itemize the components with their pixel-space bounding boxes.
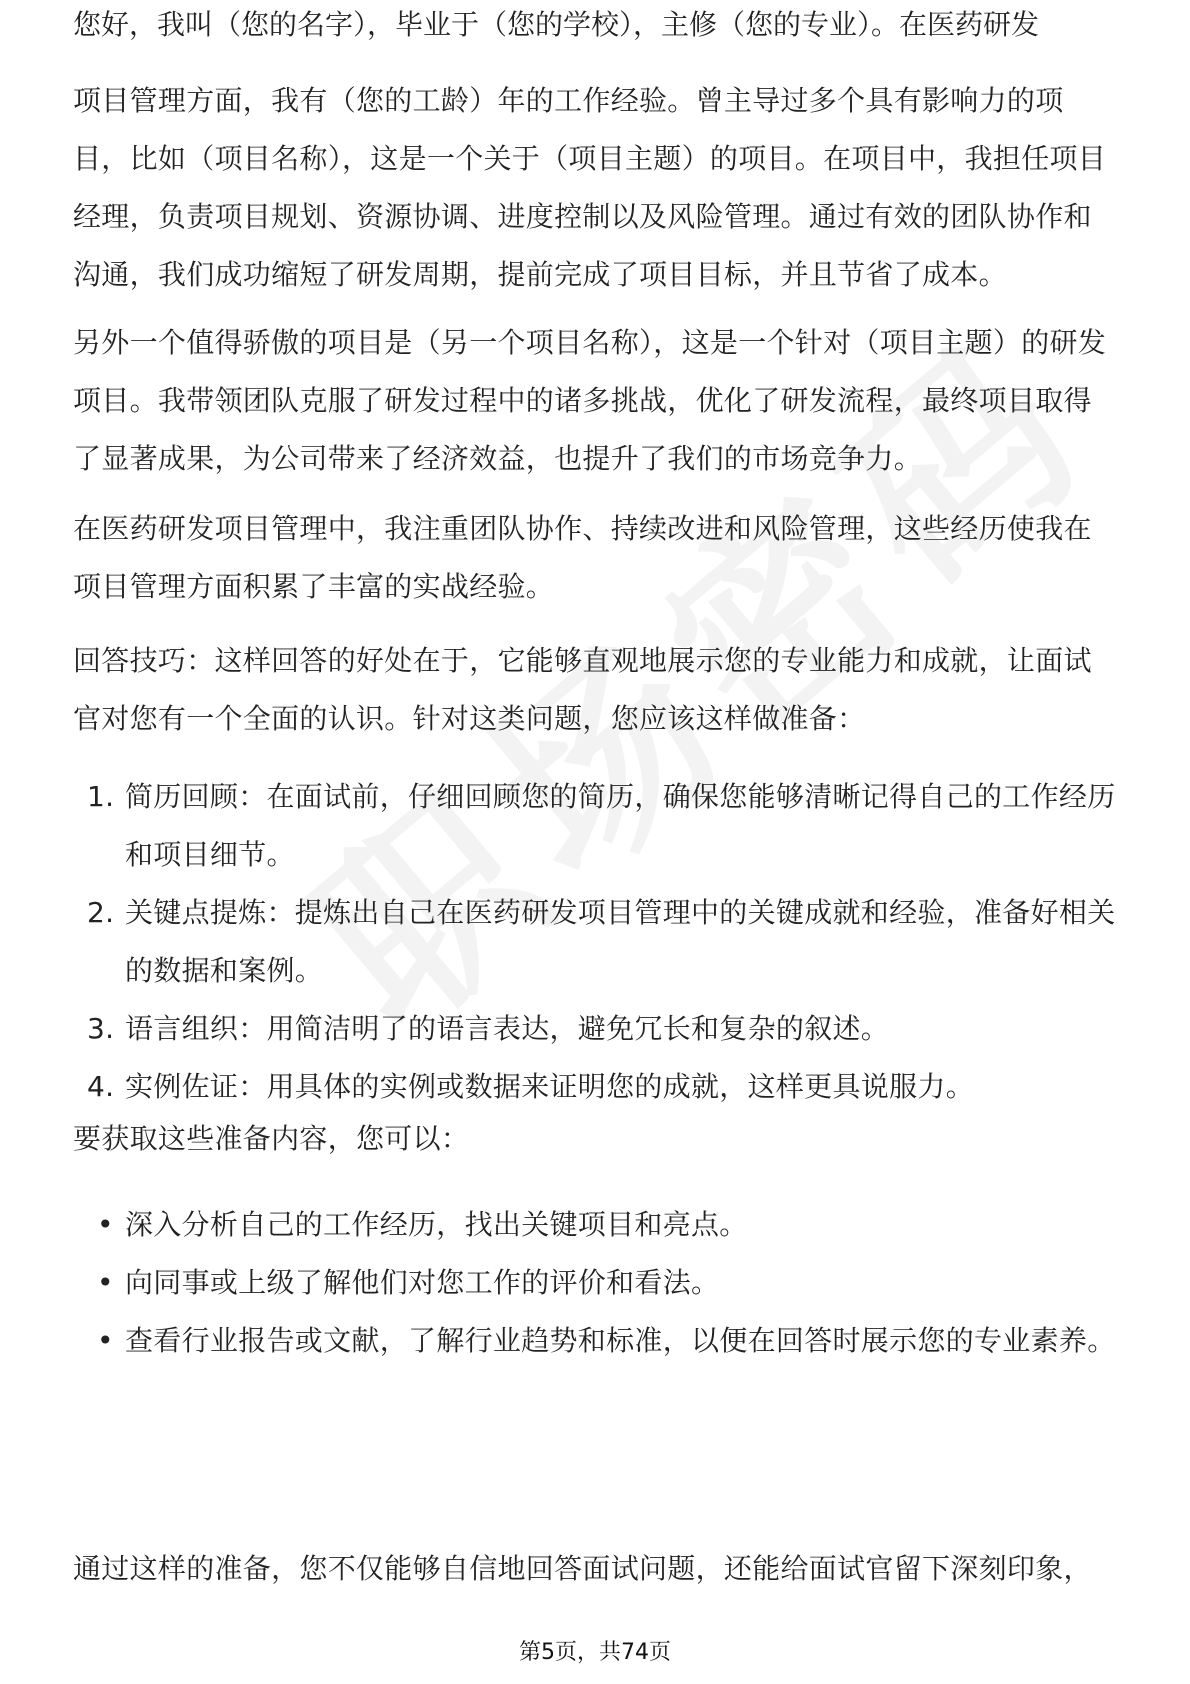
paragraph-closing: 通过这样的准备，您不仅能够自信地回答面试问题，还能给面试官留下深刻印象，	[73, 1552, 1092, 1585]
list-item-text: 深入分析自己的工作经历，找出关键项目和亮点。	[125, 1208, 748, 1241]
list-marker: 1.	[87, 780, 115, 813]
list-item-text: 语言组织：用简洁明了的语言表达，避免冗长和复杂的叙述。	[125, 1012, 890, 1045]
bullet-marker: •	[97, 1208, 114, 1241]
bullet-marker: •	[97, 1324, 114, 1357]
paragraph-answer-tips: 回答技巧：这样回答的好处在于，它能够直观地展示您的专业能力和成就，让面试官对您有一个全面的认识。针对这类问题，您应该这样做准备：	[73, 644, 1092, 735]
list-item-text: 简历回顾：在面试前，仔细回顾您的简历，确保您能够清晰记得自己的工作经历和项目细节。	[125, 780, 1116, 871]
list-item	[73, 1312, 1118, 1370]
list-marker: 4.	[87, 1070, 115, 1103]
list-item-text: 实例佐证：用具体的实例或数据来证明您的成就，这样更具说服力。	[125, 1070, 975, 1103]
list-item	[73, 884, 1118, 1000]
list-item-text: 关键点提炼：提炼出自己在医药研发项目管理中的关键成就和经验，准备好相关的数据和案例。	[125, 896, 1116, 987]
list-item	[73, 768, 1118, 884]
list-item-text: 向同事或上级了解他们对您工作的评价和看法。	[125, 1266, 720, 1299]
list-item-text: 查看行业报告或文献，了解行业趋势和标准，以便在回答时展示您的专业素养。	[125, 1324, 1116, 1357]
paragraph-other-project: 另外一个值得骄傲的项目是（另一个项目名称），这是一个针对（项目主题）的研发项目。我带领团队克服了研发过程中的诸多挑战，优化了研发流程，最终项目取得了显著成果，为公司带来了经济效益，也提升了我们的市场竞争力。	[73, 326, 1107, 475]
page-number-footer: 第5页，共74页	[519, 1640, 671, 1665]
paragraph-summary: 在医药研发项目管理中，我注重团队协作、持续改进和风险管理，这些经历使我在项目管理方面积累了丰富的实战经验。	[73, 512, 1092, 603]
list-item	[73, 1000, 1118, 1058]
paragraph-experience: 项目管理方面，我有（您的工龄）年的工作经验。曾主导过多个具有影响力的项目，比如（项目名称），这是一个关于（项目主题）的项目。在项目中，我担任项目经理，负责项目规划、资源协调、进度控制以及风险管理。通过有效的团队协作和沟通，我们成功缩短了研发周期，提前完成了项目目标，并且节省了成本。	[73, 84, 1107, 291]
bullet-list	[73, 1196, 1118, 1370]
list-item	[73, 1254, 1118, 1312]
paragraph-prep-intro: 要获取这些准备内容，您可以：	[73, 1122, 470, 1155]
cut-off-top-line	[73, 8, 1118, 56]
list-item	[73, 1058, 1118, 1116]
bullet-marker: •	[97, 1266, 114, 1299]
cut-off-top-line-text: 您好，我叫（您的名字），毕业于（您的学校），主修（您的专业）。在医药研发	[73, 8, 1040, 41]
numbered-list	[73, 768, 1118, 1116]
list-item	[73, 1196, 1118, 1254]
list-marker: 3.	[87, 1012, 115, 1045]
list-marker: 2.	[87, 896, 115, 929]
